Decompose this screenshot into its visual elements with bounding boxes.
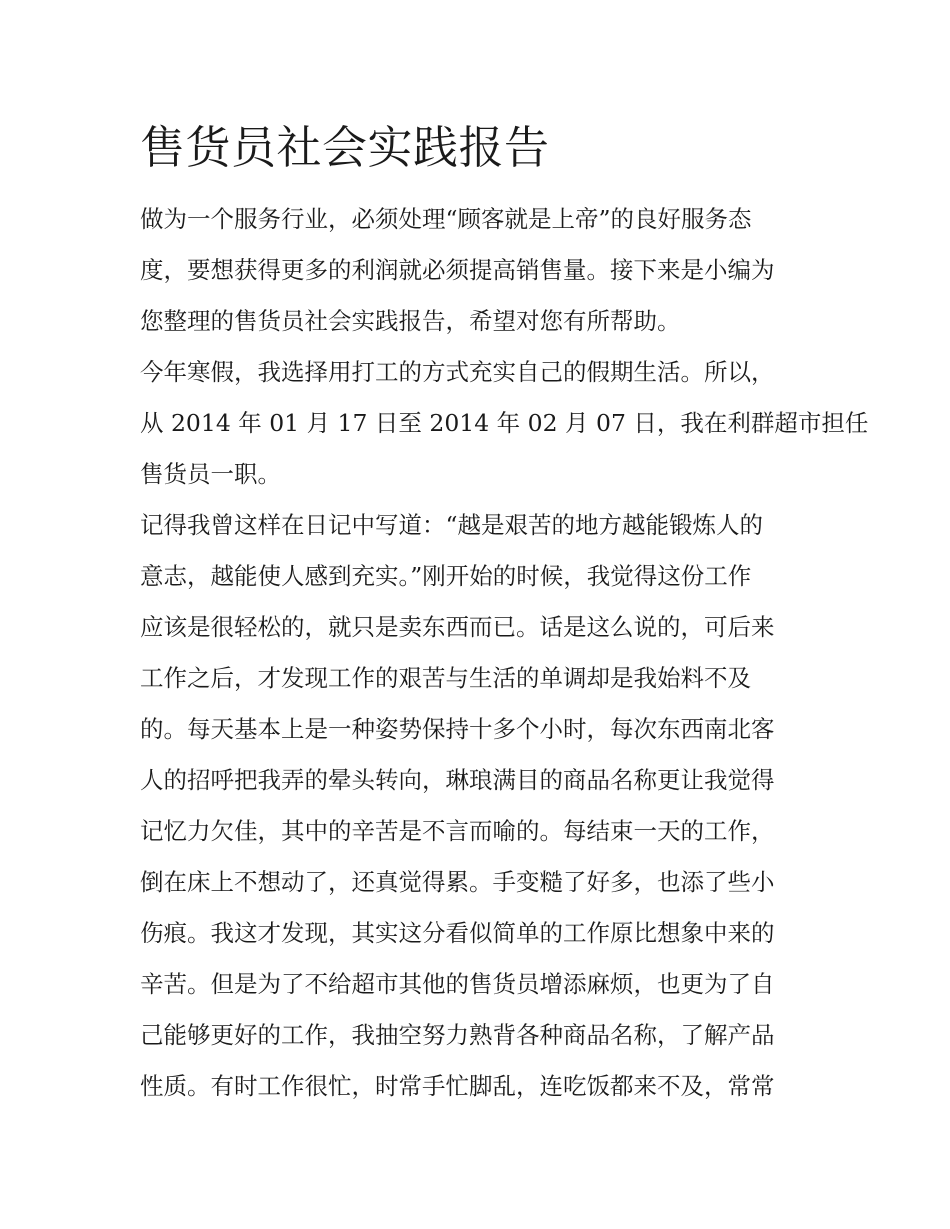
text-line: 工作之后，才发现工作的艰苦与生活的单调却是我始料不及 bbox=[140, 664, 751, 692]
text-line: 售货员一职。 bbox=[140, 460, 281, 488]
text-line: 性质。有时工作很忙，时常手忙脚乱，连吃饭都来不及，常常 bbox=[140, 1072, 775, 1100]
text-line: 做为一个服务行业，必须处理“顾客就是上帝”的良好服务态 bbox=[140, 205, 752, 233]
document-content bbox=[140, 110, 869, 1112]
text-line: 从 2014 年 01 月 17 日至 2014 年 02 月 07 日，我在利群超市担任 bbox=[140, 409, 869, 437]
text-line: 己能够更好的工作，我抽空努力熟背各种商品名称，了解产品 bbox=[140, 1021, 775, 1049]
text-line: 倒在床上不想动了，还真觉得累。手变糙了好多，也添了些小 bbox=[140, 868, 775, 896]
text-line: 辛苦。但是为了不给超市其他的售货员增添麻烦，也更为了自 bbox=[140, 970, 775, 998]
text-line: 的。每天基本上是一种姿势保持十多个小时，每次东西南北客 bbox=[140, 715, 775, 743]
text-line: 伤痕。我这才发现，其实这分看似简单的工作原比想象中来的 bbox=[140, 919, 775, 947]
text-line: 度，要想获得更多的利润就必须提高销售量。接下来是小编为 bbox=[140, 256, 775, 284]
text-line: 意志，越能使人感到充实。”刚开始的时候，我觉得这份工作 bbox=[140, 562, 752, 590]
document-title: 售货员社会实践报告 bbox=[140, 121, 550, 174]
text-line: 记忆力欠佳，其中的辛苦是不言而喻的。每结束一天的工作， bbox=[140, 817, 775, 845]
text-line: 人的招呼把我弄的晕头转向，琳琅满目的商品名称更让我觉得 bbox=[140, 766, 775, 794]
paragraph-intro bbox=[140, 194, 820, 347]
paragraph-diary-reflection bbox=[140, 500, 820, 1112]
text-line: 应该是很轻松的，就只是卖东西而已。话是这么说的，可后来 bbox=[140, 613, 775, 641]
text-line: 今年寒假，我选择用打工的方式充实自己的假期生活。所以， bbox=[140, 358, 775, 386]
paragraph-winter-job bbox=[140, 347, 869, 500]
text-line: 记得我曾这样在日记中写道：“越是艰苦的地方越能锻炼人的 bbox=[140, 511, 764, 539]
text-line: 您整理的售货员社会实践报告，希望对您有所帮助。 bbox=[140, 307, 681, 335]
